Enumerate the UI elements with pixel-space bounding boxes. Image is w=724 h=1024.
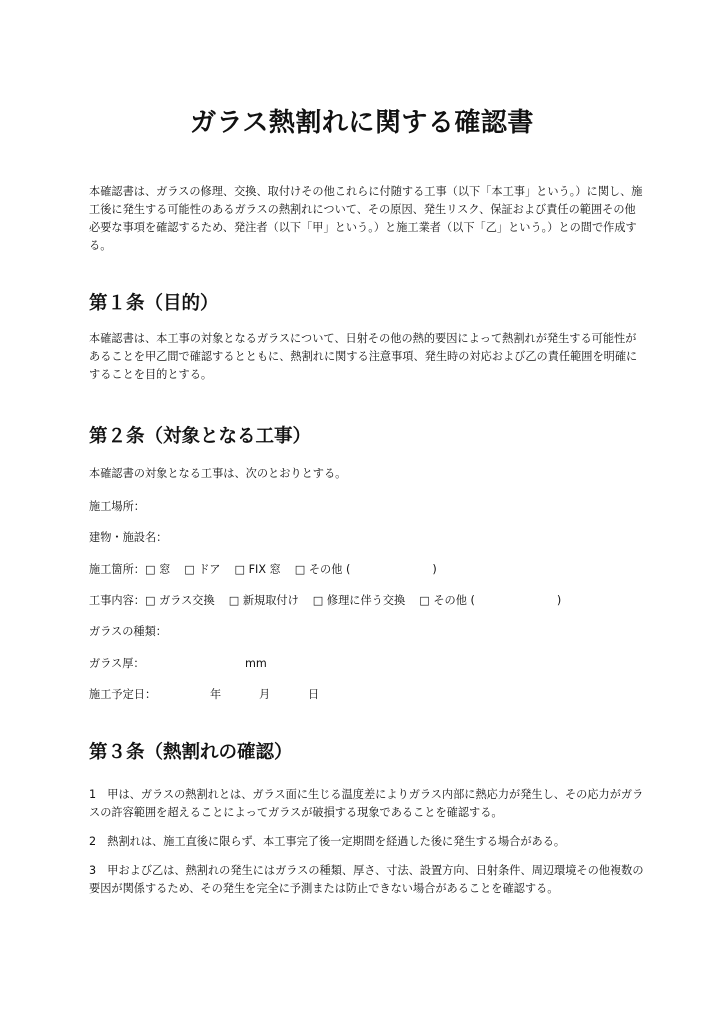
glass-type-label: ガラスの種類： [89, 625, 167, 638]
date-label: 施工予定日： [89, 688, 157, 701]
location-option-door[interactable]: □ ドア [184, 563, 221, 576]
location-label: 施工箇所： [89, 563, 145, 576]
work-row [89, 592, 561, 610]
work-option-other[interactable]: □ その他 ( [419, 594, 475, 607]
site-label: 施工場所： [89, 500, 145, 513]
article2-lead: 本確認書の対象となる工事は、次のとおりとする。 [89, 467, 347, 480]
intro-paragraph: 本確認書は、ガラスの修理、交換、取付けその他これらに付随する工事（以下「本工事」という。）に関し、施工後に発生する可能性のあるガラスの熱割れについて、その原因、発生リスク、保証および責任の範囲その他必要な事項を確認するため、発注者（以下「甲」という。）と施工業者（以下「乙」という。）との間で作成する。 [89, 185, 643, 252]
article3-heading: 第３条（熱割れの確認） [89, 742, 293, 763]
date-month: 月 [259, 688, 271, 701]
work-other-close: ) [556, 594, 562, 607]
article3-item-3: 3 甲および乙は、熱割れの発生にはガラスの種類、厚さ、寸法、設置方向、日射条件、周辺環境その他複数の要因が関係するため、その発生を完全に予測または防止できない場合があることを確認する。 [89, 864, 644, 895]
article1-heading: 第１条（目的） [89, 293, 219, 314]
location-other-close: ) [432, 563, 437, 576]
location-row [89, 561, 437, 579]
thickness-label: ガラス厚： [89, 657, 145, 670]
date-year: 年 [210, 688, 222, 701]
building-label: 建物・施設名： [89, 531, 168, 544]
location-option-other[interactable]: □ その他 ( [294, 563, 351, 576]
location-option-fix-window[interactable]: □ FIX 窓 [234, 563, 281, 576]
article3-item-1: 1 甲は、ガラスの熱割れとは、ガラス面に生じる温度差によりガラス内部に熱応力が発生し、その応力がガラスの許容範囲を超えることによってガラスが破損する現象であることを確認する。 [89, 788, 644, 819]
thickness-unit: mm [245, 657, 267, 670]
article1-body: 本確認書は、本工事の対象となるガラスについて、日射その他の熱的要因によって熱割れが発生する可能性があることを甲乙間で確認するとともに、熱割れに関する注意事項、発生時の対応および乙の責任範囲を明確にすることを目的とする。 [89, 332, 638, 381]
work-label: 工事内容： [89, 594, 145, 607]
work-option-glass-replacement[interactable]: □ ガラス交換 [144, 594, 215, 607]
date-day: 日 [308, 688, 320, 701]
work-option-new-installation[interactable]: □ 新規取付け [228, 594, 299, 607]
location-option-window[interactable]: □ 窓 [144, 563, 171, 576]
work-option-repair-replacement[interactable]: □ 修理に伴う交換 [312, 594, 406, 607]
article3-item-2: 2 熱割れは、施工直後に限らず、本工事完了後一定期間を経過した後に発生する場合がある。 [89, 835, 566, 848]
article2-heading: 第２条（対象となる工事） [89, 426, 312, 447]
document-title: ガラス熱割れに関する確認書 [190, 108, 534, 138]
